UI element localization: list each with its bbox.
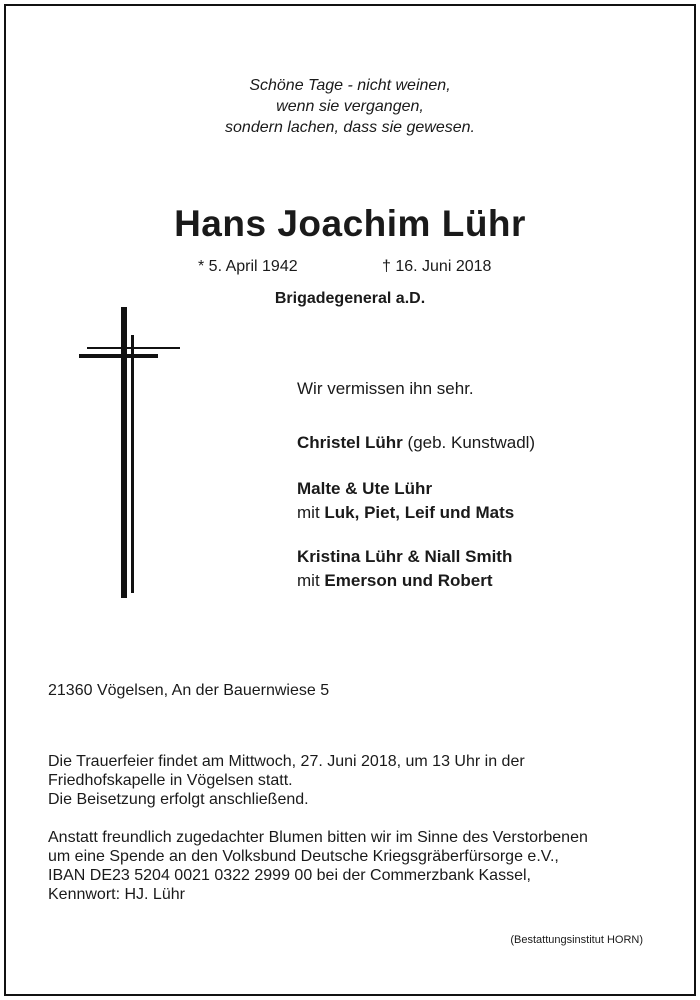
quote-line: sondern lachen, dass sie gewesen. <box>225 119 475 136</box>
family-group-2-children <box>297 503 514 523</box>
deceased-title: Brigadegeneral a.D. <box>274 290 426 307</box>
address: 21360 Vögelsen, An der Bauernwiese 5 <box>48 682 330 699</box>
family-member-note: (geb. Kunstwadl) <box>407 433 536 452</box>
funeral-line: Friedhofskapelle in Vögelsen statt. <box>48 772 293 789</box>
donation-line: um eine Spende an den Volksbund Deutsche Kriegsgräberfürsorge e.V., <box>48 848 559 865</box>
birth-date: * 5. April 1942 <box>198 258 298 275</box>
funeral-info <box>48 752 525 809</box>
donation-line: Kennwort: HJ. Lühr <box>48 886 185 903</box>
family-member-name: Kristina Lühr & Niall Smith <box>297 547 513 566</box>
family-group-1 <box>297 433 535 453</box>
donation-line: IBAN DE23 5204 0021 0322 2999 00 bei der Commerzbank Kassel, <box>48 867 531 884</box>
donation-line: Anstatt freundlich zugedachter Blumen bitten wir im Sinne des Verstorbenen <box>48 829 588 846</box>
memorial-quote <box>0 75 700 138</box>
family-member-name: Christel Lühr <box>297 433 403 452</box>
children-names: Luk, Piet, Leif und Mats <box>324 503 515 522</box>
quote-line: wenn sie vergangen, <box>276 98 424 115</box>
family-intro: Wir vermissen ihn sehr. <box>297 379 474 398</box>
children-names: Emerson und Robert <box>324 571 493 590</box>
funeral-line: Die Beisetzung erfolgt anschließend. <box>48 791 309 808</box>
funeral-line: Die Trauerfeier findet am Mittwoch, 27. Juni 2018, um 13 Uhr in der <box>48 753 525 770</box>
death-date: † 16. Juni 2018 <box>382 258 492 275</box>
family-member-name: Malte & Ute Lühr <box>297 479 433 498</box>
family-group-3-name <box>297 547 512 567</box>
family-group-3-children <box>297 571 493 591</box>
with-prefix: mit <box>297 503 320 522</box>
donation-info <box>48 828 588 904</box>
funeral-home-credit: (Bestattungsinstitut HORN) <box>510 934 643 946</box>
family-group-2-name <box>297 479 432 499</box>
quote-line: Schöne Tage - nicht weinen, <box>249 77 451 94</box>
with-prefix: mit <box>297 571 320 590</box>
deceased-name: Hans Joachim Lühr <box>174 203 526 244</box>
